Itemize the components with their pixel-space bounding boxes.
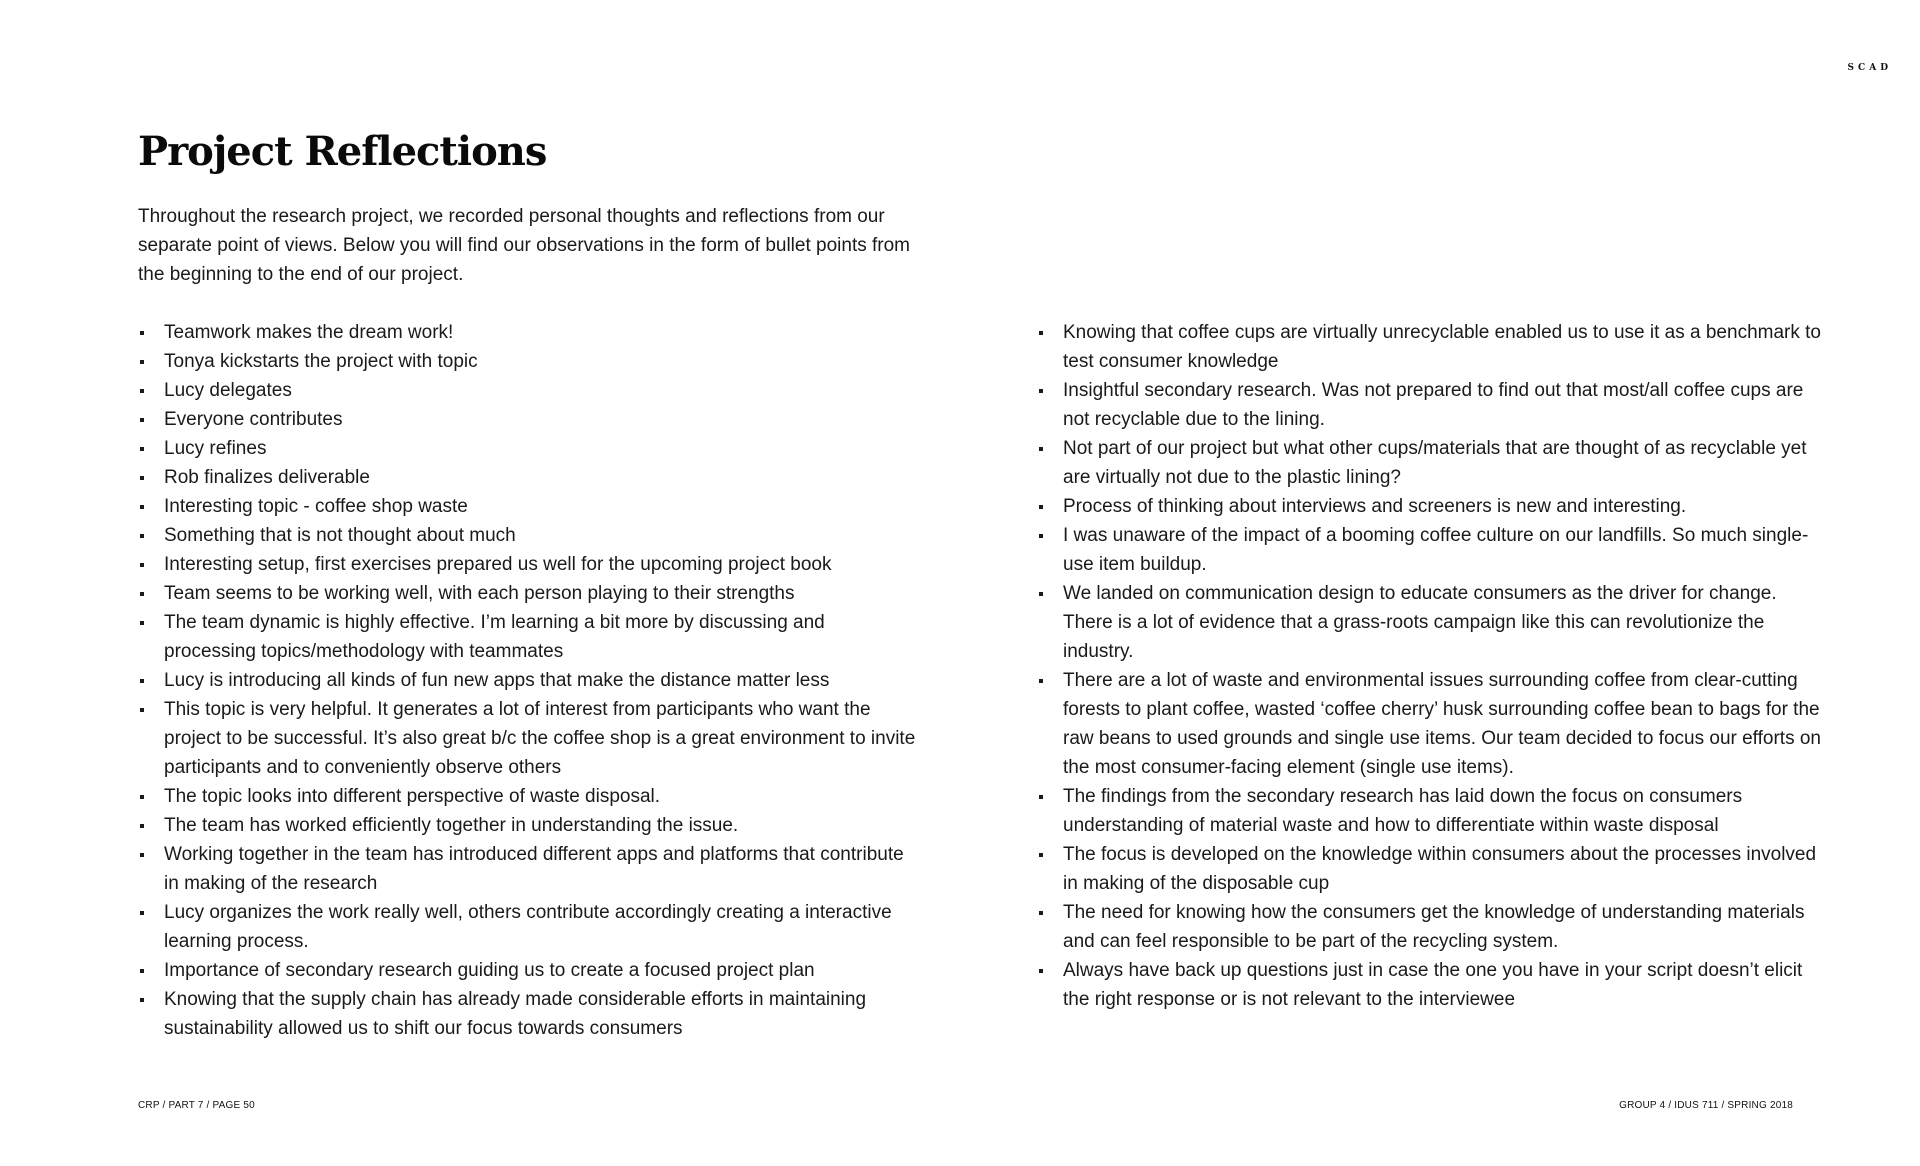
bullet-item: Knowing that coffee cups are virtually unrecyclable enabled us to use it as a benchmark to test consumer knowledge bbox=[1037, 318, 1827, 376]
bullet-item: Lucy refines bbox=[138, 434, 918, 463]
bullet-item: This topic is very helpful. It generates a lot of interest from participants who want the project to be successful. It’s also great b/c the coffee shop is a great environment to invite participants and to conveniently observe others bbox=[138, 695, 918, 782]
brand-logo: SCAD bbox=[1847, 63, 1892, 73]
bullet-item: We landed on communication design to educate consumers as the driver for change. There is a lot of evidence that a grass-roots campaign like this can revolutionize the industry. bbox=[1037, 579, 1827, 666]
bullet-item: The focus is developed on the knowledge within consumers about the processes involved in making of the disposable cup bbox=[1037, 840, 1827, 898]
footer-course-info: GROUP 4 / IDUS 711 / SPRING 2018 bbox=[1619, 1100, 1793, 1111]
bullet-item: Insightful secondary research. Was not prepared to find out that most/all coffee cups are not recyclable due to the lining. bbox=[1037, 376, 1827, 434]
bullet-item: Interesting topic - coffee shop waste bbox=[138, 492, 918, 521]
bullet-item: Team seems to be working well, with each person playing to their strengths bbox=[138, 579, 918, 608]
right-bullet-list bbox=[1037, 318, 1827, 1014]
bullet-item: Knowing that the supply chain has already made considerable efforts in maintaining sustainability allowed us to shift our focus towards consumers bbox=[138, 985, 918, 1043]
bullet-item: The findings from the secondary research has laid down the focus on consumers understanding of material waste and how to differentiate within waste disposal bbox=[1037, 782, 1827, 840]
bullet-item: Always have back up questions just in case the one you have in your script doesn’t elicit the right response or is not relevant to the interviewee bbox=[1037, 956, 1827, 1014]
page-title: Project Reflections bbox=[138, 128, 547, 175]
bullet-item: Importance of secondary research guiding us to create a focused project plan bbox=[138, 956, 918, 985]
footer-page-info: CRP / PART 7 / PAGE 50 bbox=[138, 1100, 255, 1111]
bullet-item: Process of thinking about interviews and screeners is new and interesting. bbox=[1037, 492, 1827, 521]
bullet-item: Something that is not thought about much bbox=[138, 521, 918, 550]
bullet-item: There are a lot of waste and environmental issues surrounding coffee from clear-cutting forests to plant coffee, wasted ‘coffee cherry’ husk surrounding coffee bean to bags for the raw beans to used grounds and single use items. Our team decided to focus our efforts on the most consumer-facing element (single use items). bbox=[1037, 666, 1827, 782]
bullet-item: Tonya kickstarts the project with topic bbox=[138, 347, 918, 376]
bullet-item: Everyone contributes bbox=[138, 405, 918, 434]
bullet-item: The topic looks into different perspective of waste disposal. bbox=[138, 782, 918, 811]
bullet-item: Working together in the team has introduced different apps and platforms that contribute in making of the research bbox=[138, 840, 918, 898]
intro-paragraph: Throughout the research project, we recorded personal thoughts and reflections from our separate point of views. Below you will find our observations in the form of bullet points from the beginning to the end of our project. bbox=[138, 206, 910, 285]
bullet-item: I was unaware of the impact of a booming coffee culture on our landfills. So much single-use item buildup. bbox=[1037, 521, 1827, 579]
left-bullet-list bbox=[138, 318, 918, 1043]
bullet-item: Lucy is introducing all kinds of fun new apps that make the distance matter less bbox=[138, 666, 918, 695]
bullet-item: The team dynamic is highly effective. I’m learning a bit more by discussing and processing topics/methodology with teammates bbox=[138, 608, 918, 666]
bullet-item: The need for knowing how the consumers get the knowledge of understanding materials and can feel responsible to be part of the recycling system. bbox=[1037, 898, 1827, 956]
bullet-item: Not part of our project but what other cups/materials that are thought of as recyclable yet are virtually not due to the plastic lining? bbox=[1037, 434, 1827, 492]
bullet-item: Lucy organizes the work really well, others contribute accordingly creating a interactive learning process. bbox=[138, 898, 918, 956]
bullet-item: Teamwork makes the dream work! bbox=[138, 318, 918, 347]
bullet-item: Rob finalizes deliverable bbox=[138, 463, 918, 492]
bullet-item: The team has worked efficiently together in understanding the issue. bbox=[138, 811, 918, 840]
bullet-item: Lucy delegates bbox=[138, 376, 918, 405]
bullet-item: Interesting setup, first exercises prepared us well for the upcoming project book bbox=[138, 550, 918, 579]
